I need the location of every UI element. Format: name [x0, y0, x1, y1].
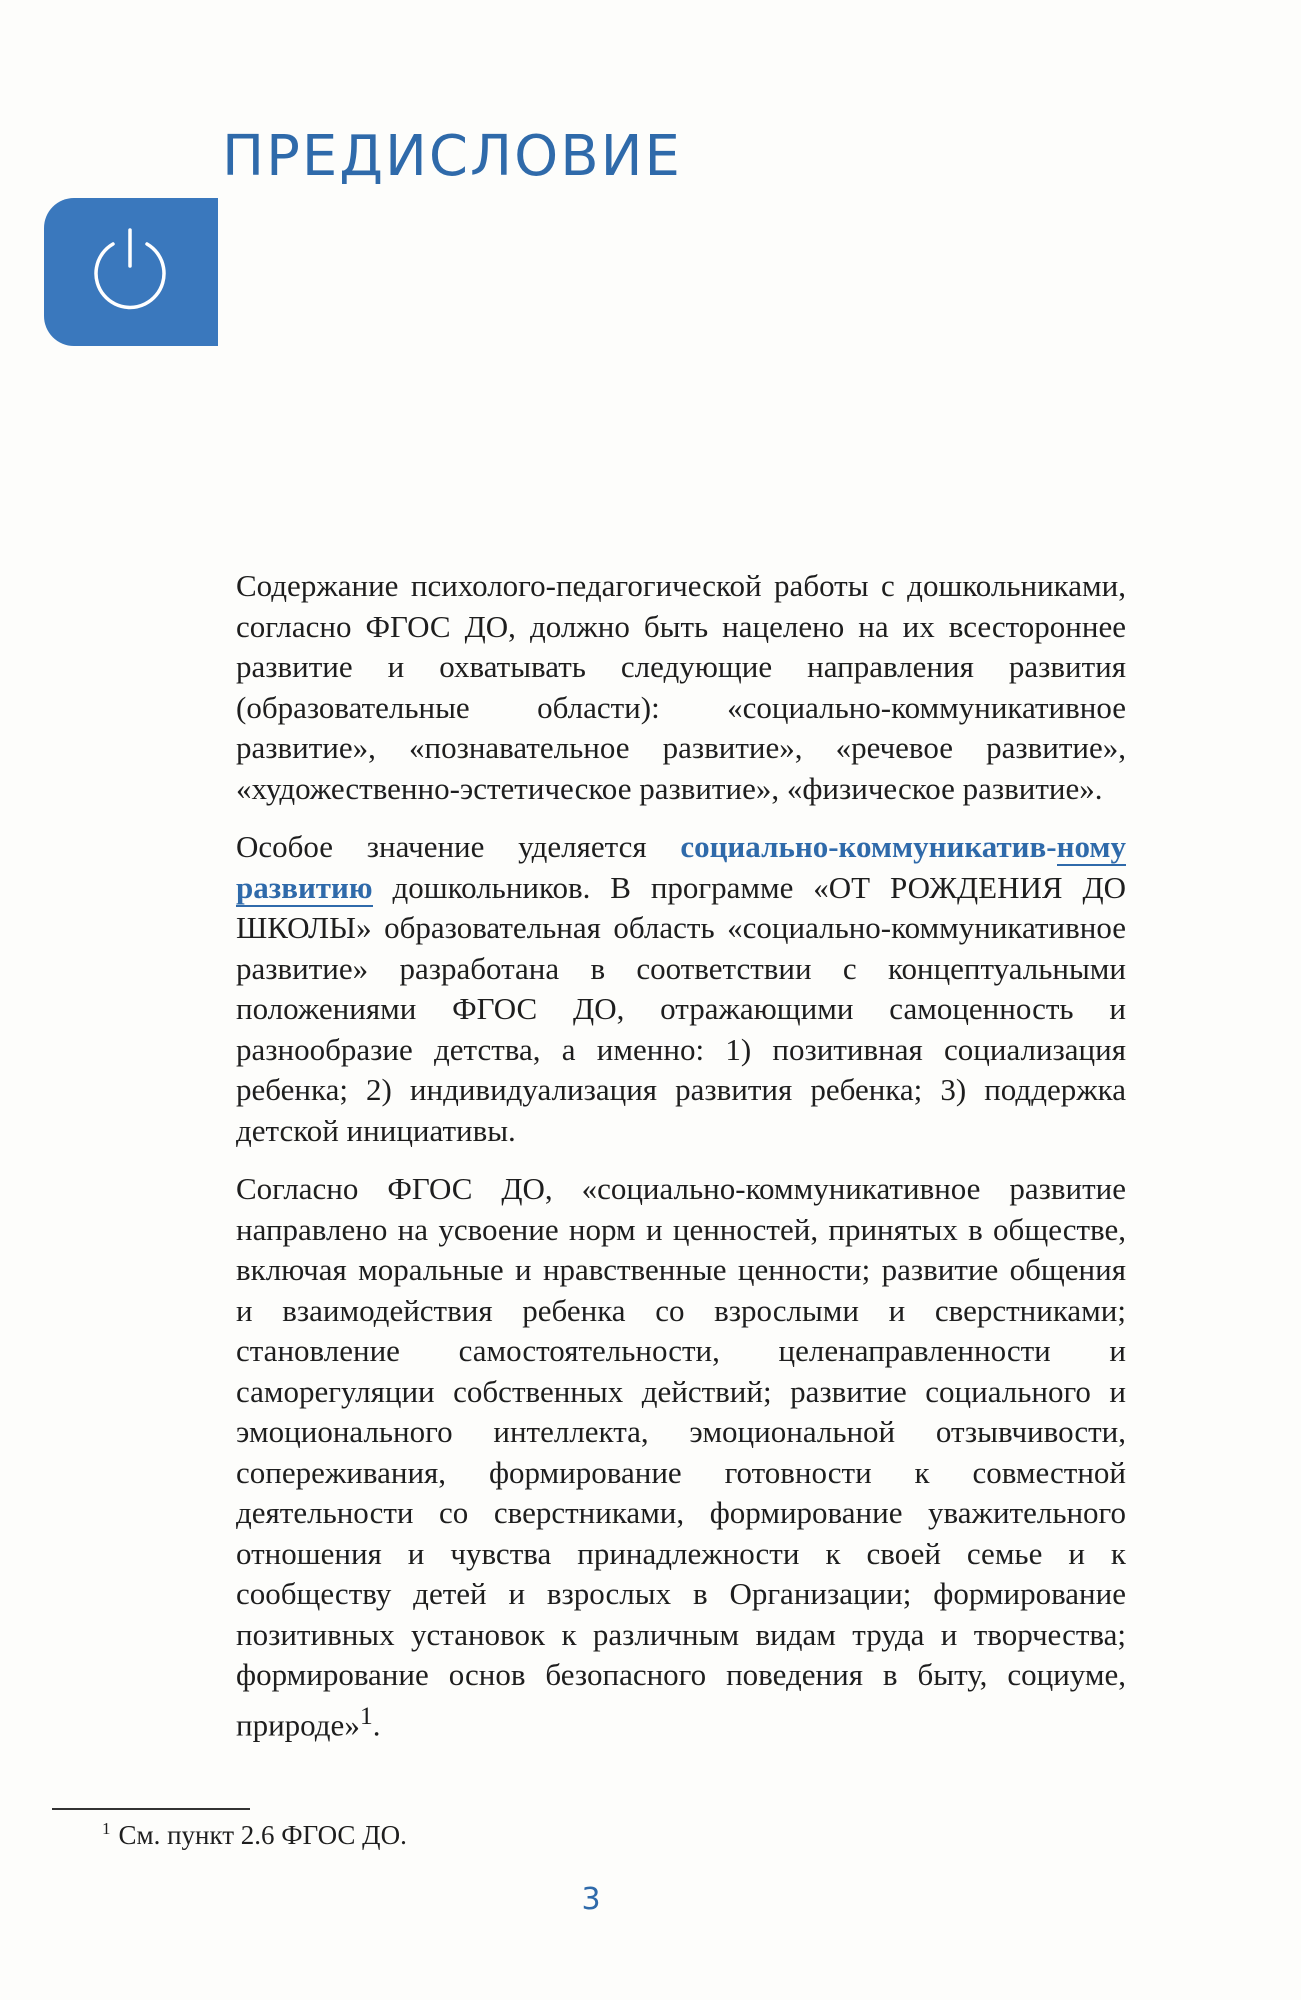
paragraph-3-end: .: [372, 1706, 381, 1742]
power-icon: [82, 224, 178, 320]
footnote-mark: 1: [102, 1819, 111, 1838]
key-term-tail: ному развитию: [236, 829, 1126, 905]
paragraph-2-lead: Особое значение уделяется: [236, 829, 681, 864]
body-text: [236, 566, 1126, 1763]
page-number: 3: [581, 1882, 601, 1917]
section-tab: [44, 198, 218, 346]
key-term-head: социально-коммуникатив-: [680, 829, 1057, 864]
paragraph-3: [236, 1169, 1126, 1745]
footnote-ref: 1: [359, 1700, 373, 1730]
footnote: [102, 1818, 407, 1852]
paragraph-1: Содержание психолого-педагогической работы с дошкольниками, согласно ФГОС ДО, должно быть нацелено на их всестороннее развитие и охватывать следующие направления развития (образовательные области): «социально-коммуникативное развитие», «познавательное развитие», «речевое развитие», «художественно-эстетическое развитие», «физическое развитие».: [236, 568, 1126, 806]
chapter-title: ПРЕДИСЛОВИЕ: [222, 124, 682, 189]
paragraph-2: [236, 827, 1126, 1151]
paragraph-3-text: Согласно ФГОС ДО, «социально-коммуникативное развитие направлено на усвоение норм и ценностей, принятых в обществе, включая моральные и нравственные ценности; развитие общения и взаимодействия ребенка со взрослыми и сверстниками; становление самостоятельности, целенаправленности и саморегуляции собственных действий; развитие социального и эмоционального интеллекта, эмоциональной отзывчивости, сопереживания, формирование готовности к совместной деятельности со сверстниками, формирование уважительного отношения и чувства принадлежности к своей семье и к сообществу детей и взрослых в Организации; формирование позитивных установок к различным видам труда и творчества; формирование основ безопасного поведения в быту, социуме, природе»: [236, 1171, 1126, 1742]
paragraph-2-rest: дошкольников. В программе «ОТ РОЖДЕНИЯ ДО ШКОЛЫ» образовательная область «социально-коммуникативное развитие» разработана в соответствии с концептуальными положениями ФГОС ДО, отражающими самоценность и разнообразие детства, а именно: 1) позитивная социализация ребенка; 2) индивидуализация развития ребенка; 3) поддержка детской инициативы.: [236, 869, 1126, 1148]
footnote-divider: [52, 1808, 250, 1810]
footnote-text: См. пункт 2.6 ФГОС ДО.: [118, 1820, 407, 1850]
